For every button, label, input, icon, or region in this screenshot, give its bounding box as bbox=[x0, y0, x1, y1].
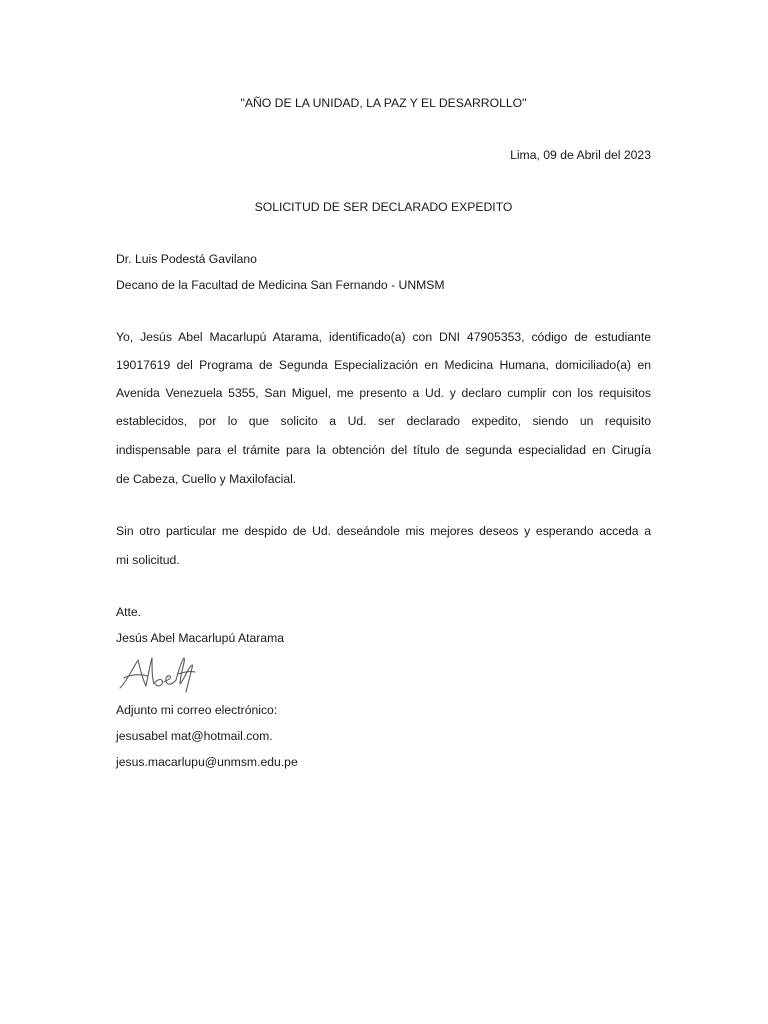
handwritten-signature bbox=[116, 652, 196, 694]
date-line: Lima, 09 de Abril del 2023 bbox=[510, 148, 651, 162]
attachment-label: Adjunto mi correo electrónico: bbox=[116, 703, 278, 717]
addressee-title: Decano de la Facultad de Medicina San Fernando - UNMSM bbox=[116, 278, 445, 292]
body-line: indispensable para el trámite para la obtención del título de segunda especialidad en Cirugía bbox=[116, 443, 651, 457]
body-line: Yo, Jesús Abel Macarlupú Atarama, identificado(a) con DNI 47905353, código de estudiante bbox=[116, 330, 651, 344]
motto-heading: "AÑO DE LA UNIDAD, LA PAZ Y EL DESARROLLO" bbox=[240, 96, 527, 110]
email-address: jesus.macarlupu@unmsm.edu.pe bbox=[116, 755, 298, 769]
subject-heading: SOLICITUD DE SER DECLARADO EXPEDITO bbox=[254, 200, 513, 214]
closing-line: mi solicitud. bbox=[116, 553, 180, 567]
body-line: Avenida Venezuela 5355, San Miguel, me presento a Ud. y declaro cumplir con los requisitos bbox=[116, 386, 651, 400]
sign-off: Atte. bbox=[116, 605, 142, 619]
body-line: 19017619 del Programa de Segunda Especialización en Medicina Humana, domiciliado(a) en bbox=[116, 358, 651, 372]
addressee-name: Dr. Luis Podestá Gavilano bbox=[116, 252, 257, 266]
sender-name: Jesús Abel Macarlupú Atarama bbox=[116, 631, 285, 645]
body-line: establecidos, por lo que solicito a Ud. ser declarado expedito, siendo un requisito bbox=[116, 414, 651, 428]
body-line: de Cabeza, Cuello y Maxilofacial. bbox=[116, 472, 297, 486]
email-address: jesusabel mat@hotmail.com. bbox=[116, 729, 273, 743]
closing-line: Sin otro particular me despido de Ud. deseándole mis mejores deseos y esperando acceda a bbox=[116, 524, 651, 538]
